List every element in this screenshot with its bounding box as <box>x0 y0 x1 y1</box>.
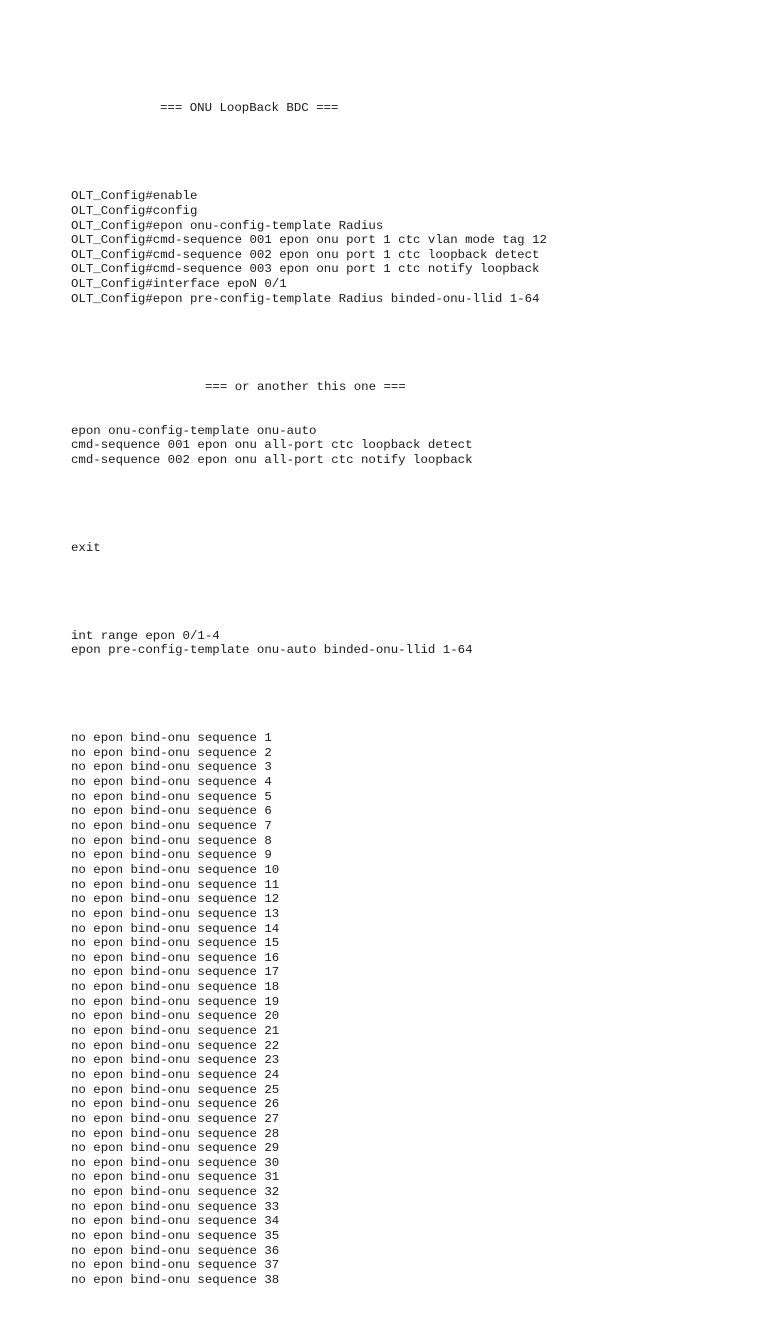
command-line: no epon bind-onu sequence 1 <box>71 731 272 746</box>
command-line: OLT_Config#epon onu-config-template Radius <box>71 218 384 233</box>
command-line: no epon bind-onu sequence 15 <box>71 936 280 951</box>
command-line: no epon bind-onu sequence 7 <box>71 819 272 834</box>
command-line: no epon bind-onu sequence 23 <box>71 1053 280 1068</box>
command-line: no epon bind-onu sequence 2 <box>71 745 272 760</box>
blank-line <box>71 336 731 351</box>
command-line: no epon bind-onu sequence 5 <box>71 789 272 804</box>
command-line: no epon bind-onu sequence 35 <box>71 1228 280 1243</box>
olt-config-block <box>71 189 731 306</box>
command-line: no epon bind-onu sequence 30 <box>71 1155 280 1170</box>
command-line: no epon bind-onu sequence 27 <box>71 1111 280 1126</box>
section-heading-alternative: === or another this one === <box>205 379 406 394</box>
command-line: no epon bind-onu sequence 25 <box>71 1082 280 1097</box>
command-line: no epon bind-onu sequence 21 <box>71 1024 280 1039</box>
command-line: no epon bind-onu sequence 8 <box>71 833 272 848</box>
command-line: no epon bind-onu sequence 37 <box>71 1258 280 1273</box>
command-line: no epon bind-onu sequence 16 <box>71 950 280 965</box>
command-line: epon onu-config-template onu-auto <box>71 423 317 438</box>
command-line: no epon bind-onu sequence 38 <box>71 1272 280 1287</box>
command-line: no epon bind-onu sequence 4 <box>71 775 272 790</box>
document-body <box>71 72 731 1317</box>
command-line: OLT_Config#enable <box>71 189 198 204</box>
command-line: OLT_Config#cmd-sequence 001 epon onu port 1 ctc vlan mode tag 12 <box>71 233 547 248</box>
command-line: no epon bind-onu sequence 12 <box>71 892 280 907</box>
command-line: no epon bind-onu sequence 17 <box>71 965 280 980</box>
blank-line <box>71 145 731 160</box>
command-line: no epon bind-onu sequence 32 <box>71 1185 280 1200</box>
command-line: no epon bind-onu sequence 24 <box>71 1067 280 1082</box>
command-line: epon pre-config-template onu-auto binded-onu-llid 1-64 <box>71 643 473 658</box>
command-line: no epon bind-onu sequence 29 <box>71 1141 280 1156</box>
command-line: cmd-sequence 002 epon onu all-port ctc notify loopback <box>71 452 473 467</box>
command-line: no epon bind-onu sequence 28 <box>71 1126 280 1141</box>
command-line: no epon bind-onu sequence 36 <box>71 1243 280 1258</box>
command-line: cmd-sequence 001 epon onu all-port ctc loopback detect <box>71 438 473 453</box>
command-line: OLT_Config#config <box>71 203 198 218</box>
unbind-sequence-block <box>71 731 731 1287</box>
command-line: no epon bind-onu sequence 22 <box>71 1038 280 1053</box>
exit-command: exit <box>71 540 101 555</box>
command-line: no epon bind-onu sequence 13 <box>71 906 280 921</box>
command-line: no epon bind-onu sequence 31 <box>71 1170 280 1185</box>
blank-line <box>71 687 731 702</box>
command-line: no epon bind-onu sequence 20 <box>71 1009 280 1024</box>
command-line: no epon bind-onu sequence 18 <box>71 980 280 995</box>
command-line: no epon bind-onu sequence 10 <box>71 862 280 877</box>
command-line: OLT_Config#cmd-sequence 003 epon onu port 1 ctc notify loopback <box>71 262 540 277</box>
command-line: OLT_Config#interface epoN 0/1 <box>71 277 287 292</box>
command-line: no epon bind-onu sequence 19 <box>71 994 280 1009</box>
blank-line <box>71 497 731 512</box>
command-line: int range epon 0/1-4 <box>71 628 220 643</box>
command-line: no epon bind-onu sequence 9 <box>71 848 272 863</box>
command-line: no epon bind-onu sequence 26 <box>71 1097 280 1112</box>
command-line: no epon bind-onu sequence 14 <box>71 921 280 936</box>
interface-range-block <box>71 629 731 658</box>
onu-auto-template-block <box>71 424 731 468</box>
section-heading-loopback-bdc: === ONU LoopBack BDC === <box>160 101 339 116</box>
command-line: no epon bind-onu sequence 34 <box>71 1214 280 1229</box>
command-line: no epon bind-onu sequence 33 <box>71 1199 280 1214</box>
command-line: OLT_Config#cmd-sequence 002 epon onu port 1 ctc loopback detect <box>71 247 540 262</box>
command-line: OLT_Config#epon pre-config-template Radius binded-onu-llid 1-64 <box>71 291 540 306</box>
command-line: no epon bind-onu sequence 3 <box>71 760 272 775</box>
command-line: no epon bind-onu sequence 11 <box>71 877 280 892</box>
blank-line <box>71 585 731 600</box>
command-line: no epon bind-onu sequence 6 <box>71 804 272 819</box>
